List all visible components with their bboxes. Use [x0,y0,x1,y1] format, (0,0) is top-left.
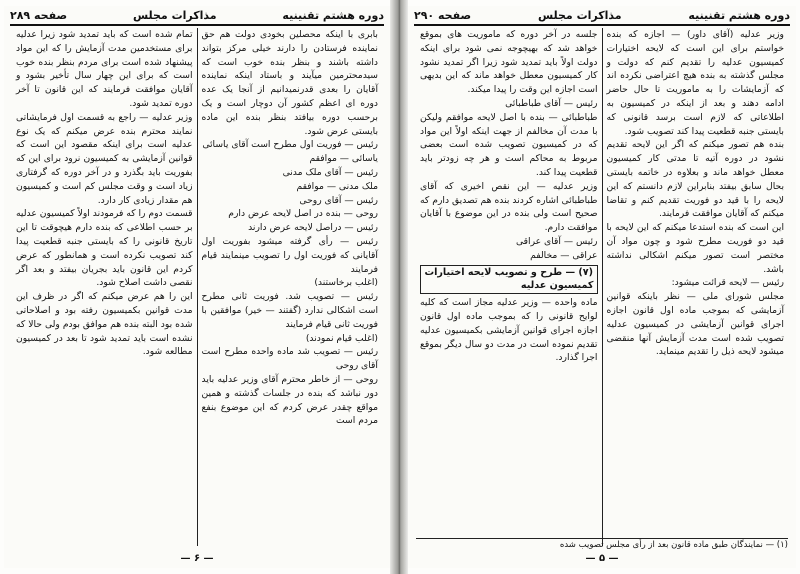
left-page [4,6,390,568]
page-number: صفحه ۲۸۹ [10,8,68,22]
column-right: بابری با اینکه محصلین بخودی دولت هم حق نماینده فرستادن را دارند خیلی مرکز بتواند داشته باشند و بنظر بنده خوب است که سیدمحترمین میآیند و باستاد اینکه نماینده آقایان را بعدی قدرنمیدانیم از آنجا یک عده دوره ای اعظم کشور آن دوچار است و یک برحسب دوره بیافتد بنظر بنده این ماده بایستی عرض شود. رئیس — فوریت اول مطرح است آقای یاسائی یاسائی — موافقم رئیس — آقای ملک مدنی ملک مدنی — موافقم رئیس — آقای روحی روحی — بنده در اصل لایحه عرض دارم رئیس — دراصل لایحه عرض دارند رئیس — رأی گرفته میشود بفوریت اول آقایانی که فوریت اول را تصویب مینمایند قیام فرمایند (اغلب برخاستند) رئیس — تصویب شد. فوریت ثانی مطرح است اشکالی ندارد (گفتند — خیر) موافقین با فوریت ثانی قیام فرمایند (اغلب قیام نمودند) رئیس — تصویب شد ماده واحده مطرح است آقای روحی روحی — از خاطر محترم آقای وزیر عدلیه باید دور نباشد که بنده در جلسات گذشته و همین مواقع چقدر عرض کردم که این موضوع بنفع مردم است [201,29,378,427]
session-label: دوره هشتم تقنینیه [282,8,384,22]
column-left: تمام شده است که باید تمدید شود زیرا عدلیه برای مستخدمین مدت آزمایش را که این مواد پیشنهاد شده است برای مردم بنظر بنده خوب است که برای این چهار سال تأخیر بشود و آقایان موافقت فرمایند که این قانون تا آخر دوره تمدید شود. وزیر عدلیه — راجع به قسمت اول فرمایشاتی نمایند محترم بنده عرض میکنم که یک نوع عدلیه است برای اینکه مقصود این است که قوانین آزمایشی به کمیسیون نرود برای این که بفوریت باید بگذرد و در آخر دوره که گرفتاری زیاد است و وقت مجلس کم است و کمیسیون هم مقدار زیادی کار دارد. قسمت دوم را که فرمودند اولاً کمیسیون عدلیه بر حسب اطلاعی که بنده دارم هیچوقت تا این تاریخ قانونی را که بایستی جنبه قطعیت پیدا کند تصویب نکرده است و همانطور که عرض کردم این قانون باید بجریان بیفتد و بعد اگر نقصی داشت اصلاح شود. این را هم عرض میکنم که اگر در ظرف این مدت قوانین بکمیسیون رفته بود و اصلاحاتی شده بود البته بنده هم موافق بودم ولی حالا که نشده است باید تمدید شود تا بعد در کمیسیون مطالعه شود. [16,29,193,358]
right-page [408,6,796,568]
section-heading: (۷) — طرح و تصویب لایحه اختیارات کمیسیون عدلیه [420,265,598,295]
column-left [416,28,602,546]
column-left-tail: ماده واحده — وزیر عدلیه مجاز است که کلیه لوایح قانونی را که بموجب ماده اول قانون اجازه اجرای قوانین آزمایشی بکمیسیون عدلیه تقدیم نموده است در مدت دو سال دیگر بموقع اجرا گذارد. [420,297,598,364]
page-title: مذاکرات مجلس [132,8,217,22]
column-rule [197,28,198,546]
column-rule [602,28,603,546]
page-title: مذاکرات مجلس [537,8,622,22]
page-footer: — ۶ — [180,552,214,564]
page-footer: — ۵ — [585,552,619,564]
book-gutter [390,0,408,574]
column-right: وزیر عدلیه (آقای داور) — اجازه که بنده خواستم برای این است که لایحه اختیارات کمیسیون عدلیه را تقدیم کنم که دولت و مجلس گذشته به بنده هیچ اعتراضی نکرده اند که آزمایشات را به ماموریت تا حال حاضر ادامه دهند و بعد از اینکه در کمیسیون به اطلاعاتی که لازم است برسد قانونی که بایستی جنبه قطعیت پیدا کند تصویب شود. بنده هم تصور میکنم که اگر این لایحه تقدیم نشود در دوره آتیه تا مدتی کار کمیسیون معطل خواهد ماند و بعلاوه در خاتمه بایستی بحال سابق بیفتد بنابراین لازم دانستم که این لایحه را با قید دو فوریت تقدیم کنم و تقاضا میکنم که آقایان موافقت فرمایند. این است که بنده استدعا میکنم که این لایحه با قید دو فوریت مطرح شود و چون مواد آن مختصر است تصور میکنم اشکالی نداشته باشد. رئیس — لایحه قرائت میشود: مجلس شورای ملی — نظر باینکه قوانین آزمایشی که بموجب ماده اول قانون اجازه اجرای قوانین آزمایشی در کمیسیون عدلیه تصویب شده است مدت آزمایش آنها منقضی میشود لایحه ذیل را تقدیم مینماید. [606,29,784,358]
text-columns [12,28,382,546]
text-columns [416,28,788,546]
page-header [10,6,384,26]
session-label: دوره هشتم تقنینیه [688,8,790,22]
page-header [414,6,790,26]
column-left-body: جلسه در آخر دوره که ماموریت های بموقع خواهد شد که بهیچوجه نمی شود برای اینکه دولت اولاً باید تمدید شود زیرا اگر تمدید نشود کار کمیسیون معطل خواهد ماند که این بدیهی است اجازه این وقت را پیدا میکند. رئیس — آقای طباطبائی طباطبائی — بنده با اصل لایحه موافقم ولیکن با مدت آن مخالفم از جهت اینکه اولاً این مواد که در کمیسیون تصویب شده است بعضی مربوط به محاکم است و هر چه زودتر باید قطعیت پیدا کند. وزیر عدلیه — این نقص اخیری که آقای طباطبائی اشاره کردند بنده هم تصدیق دارم که صحیح است ولی بنده در این موضوع با آقایان موافقت دارم. رئیس — آقای عراقی عراقی — مخالفم [420,29,598,261]
page-number: صفحه ۲۹۰ [414,8,472,22]
footnote: (۱) — نمایندگان طبق ماده قانون بعد از رأی مجلس تصویب شده [416,538,788,550]
